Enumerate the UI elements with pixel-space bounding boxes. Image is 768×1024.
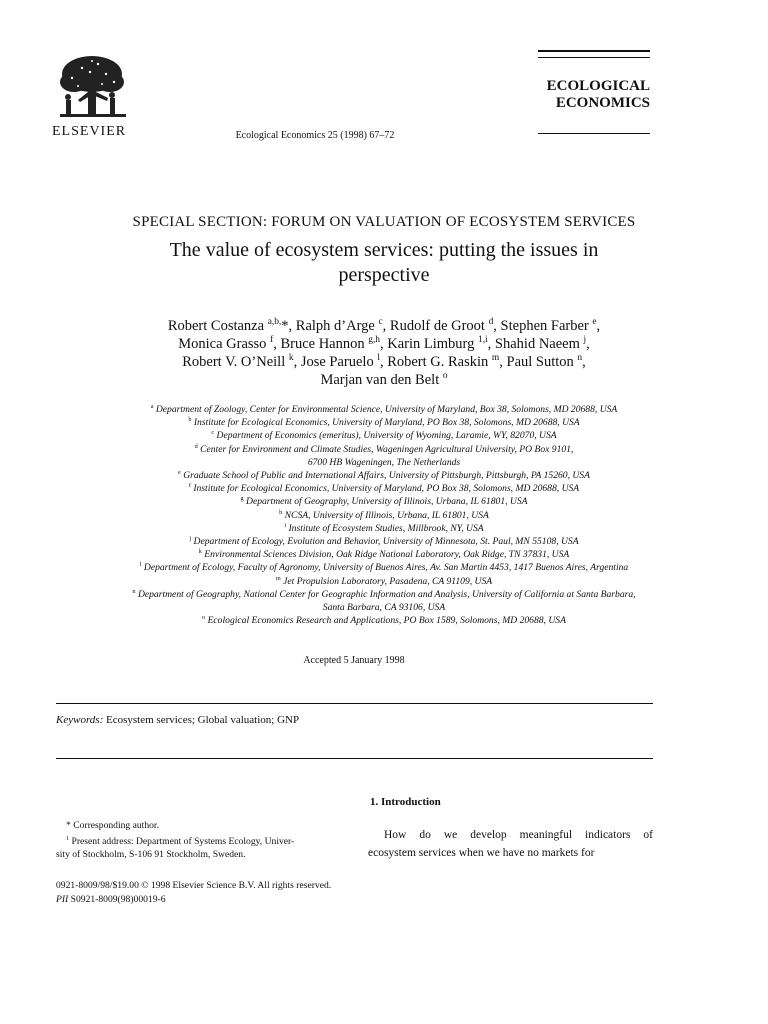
affiliation-mark: n	[132, 587, 136, 595]
author-name: Marjan van den Belt	[320, 372, 443, 388]
affiliation-text: Department of Ecology, Faculty of Agronomy, University of Buenos Aires, Av. San Martin 4453, 1417 Buenos Aires, Argentina	[143, 562, 629, 574]
affiliation-mark: l	[139, 561, 142, 569]
journal-masthead	[538, 50, 650, 134]
masthead-rule	[538, 57, 650, 58]
keywords	[56, 714, 299, 726]
title-line: The value of ecosystem services: putting the issues in	[169, 239, 599, 261]
affiliation	[30, 509, 738, 522]
affiliation	[30, 403, 738, 416]
affiliation	[30, 575, 738, 588]
affiliation-mark: f	[270, 335, 274, 346]
footnote-text: sity of Stockholm, S-106 91 Stockholm, Sweden.	[56, 849, 246, 861]
affiliation	[30, 416, 738, 429]
affiliation-text: Institute for Ecological Economics, University of Maryland, PO Box 38, Solomons, MD 20688, USA	[193, 417, 580, 429]
masthead-rule	[538, 50, 650, 52]
affiliation-text: Center for Environment and Climate Studies, Wageningen Agricultural University, PO Box 9101,	[200, 443, 574, 455]
divider	[56, 703, 653, 704]
journal-citation: Ecological Economics 25 (1998) 67–72	[235, 130, 395, 141]
affiliation-mark: e	[592, 317, 597, 328]
affiliation-mark: 1,i	[478, 335, 488, 346]
affiliation	[30, 429, 738, 442]
affiliation-mark: d	[194, 442, 198, 450]
affiliation-mark: m	[491, 353, 500, 364]
section-heading: SPECIAL SECTION: FORUM ON VALUATION OF ECOSYSTEM SERVICES	[132, 214, 636, 230]
affiliation-text: Department of Economics (emeritus), University of Wyoming, Laramie, WY, 82070, USA	[216, 430, 557, 442]
affiliation-mark: d	[488, 317, 494, 328]
author-line: Monica Grasso $^f$, Bruce Hannon $^{g,h}$, Karin Limburg $^{1,i}$, Shahid Naeem $^j$,	[178, 335, 590, 352]
footnote-corresponding: * Corresponding author.	[66, 820, 159, 831]
affiliation	[30, 588, 738, 601]
author-name: Rudolf de Groot	[389, 318, 489, 334]
affiliation	[30, 535, 738, 548]
journal-name-line: ECONOMICS	[555, 95, 650, 111]
affiliation-text: Department of Zoology, Center for Environmental Science, University of Maryland, Box 38, Solomons, MD 20688, USA	[155, 404, 618, 415]
author-line: Robert Costanza $^{a,b,}$*, Ralph d’Arge $^c$, Rudolf de Groot $^d$, Stephen Farber $^e$,	[167, 317, 601, 334]
affiliation-text: Institute for Ecological Economics, University of Maryland, PO Box 38, Solomons, MD 20688, USA	[193, 483, 580, 495]
affiliation-mark: j	[583, 335, 587, 346]
affiliation-mark: g,h	[368, 335, 380, 346]
affiliation-text: Department of Ecology, Evolution and Behavior, University of Minnesota, St. Paul, MN 55108, USA	[193, 536, 579, 548]
affiliation-text: Environmental Sciences Division, Oak Ridge National Laboratory, Oak Ridge, TN 37831, USA	[204, 549, 570, 561]
author-name: Paul Sutton	[506, 354, 578, 370]
author-line	[60, 371, 708, 389]
author-name: Robert G. Raskin	[387, 354, 492, 370]
body-paragraph	[368, 826, 653, 862]
copyright-block	[56, 879, 331, 907]
copyright-line: 0921-8009/98/$19.00 © 1998 Elsevier Science B.V. All rights reserved.	[56, 880, 332, 891]
affiliation-text: Jet Propulsion Laboratory, Pasadena, CA 91109, USA	[283, 575, 493, 587]
publisher-name: ELSEVIER	[52, 124, 127, 139]
footnotes	[56, 819, 338, 861]
masthead-rule	[538, 133, 650, 134]
affiliation-mark: o	[202, 614, 206, 622]
affiliation-mark: o	[442, 371, 448, 382]
affiliation-mark: b	[188, 416, 192, 424]
footnote-text: Present address: Department of Systems Ecology, Univer-	[69, 836, 295, 848]
affiliation	[30, 614, 738, 627]
author-name: Jose Paruelo	[300, 354, 378, 370]
affiliation-text: Ecological Economics Research and Applications, PO Box 1589, Solomons, MD 20688, USA	[207, 615, 566, 627]
affiliation-text: Department of Geography, University of Illinois, Urbana, IL 61801, USA	[246, 496, 528, 508]
journal-name	[538, 78, 650, 112]
affiliation-text: 6700 HB Wageningen, The Netherlands	[307, 456, 461, 468]
author-name: Ralph d’Arge	[295, 318, 379, 334]
affiliation-mark: n	[577, 353, 583, 364]
divider	[56, 758, 653, 759]
footnote-present-address	[56, 832, 338, 848]
keywords-label: Keywords:	[56, 714, 104, 726]
author-name: Monica Grasso	[178, 336, 271, 352]
affiliation-mark: l	[377, 353, 380, 364]
affiliation-mark: c	[378, 317, 383, 328]
affiliation	[30, 482, 738, 495]
affiliation-mark: c	[211, 429, 215, 437]
affiliation-text: NCSA, University of Illinois, Urbana, IL 61801, USA	[284, 509, 489, 521]
affiliation	[30, 522, 738, 535]
affiliation	[30, 561, 738, 574]
pii-value: S0921-8009(98)00019-6	[68, 894, 166, 905]
accepted-date: Accepted 5 January 1998	[303, 655, 405, 666]
affiliation-mark: i	[284, 521, 287, 529]
affiliation-mark: j	[189, 534, 192, 542]
affiliation	[30, 548, 738, 561]
author-name: Stephen Farber	[500, 318, 593, 334]
author-name: Karin Limburg	[387, 336, 478, 352]
pii-label: PII	[56, 894, 69, 905]
affiliation-mark: g	[240, 495, 244, 503]
author-list	[60, 317, 708, 389]
keywords-text: Ecosystem services; Global valuation; GNP	[103, 714, 300, 726]
title-line: perspective	[338, 264, 430, 286]
elsevier-tree-logo	[52, 52, 134, 122]
affiliation	[30, 469, 738, 482]
footnote-mark: 1	[66, 835, 70, 842]
affiliation-text: Department of Geography, National Center for Geographic Information and Analysis, University of California at Santa Barbara,	[137, 588, 636, 600]
journal-name-line: ECOLOGICAL	[546, 78, 650, 94]
affiliation	[30, 443, 738, 456]
author-name: Robert Costanza	[167, 318, 268, 334]
affiliation-mark: k	[198, 548, 202, 556]
author-name: Robert V. O’Neill	[182, 354, 289, 370]
author-name: Bruce Hannon	[280, 336, 369, 352]
affiliation-text: Institute of Ecosystem Studies, Millbrook, NY, USA	[288, 522, 484, 534]
section-heading-introduction: 1. Introduction	[370, 796, 441, 808]
article-title	[0, 238, 768, 288]
author-name: Shahid Naeem	[494, 336, 584, 352]
affiliation	[30, 495, 738, 508]
body-line: How do we develop meaningful indicators of	[384, 829, 653, 841]
affiliation-mark: k	[288, 353, 294, 364]
affiliation	[30, 456, 738, 469]
affiliation-text: Graduate School of Public and International Affairs, University of Pittsburgh, Pittsburgh, PA 15260, USA	[183, 470, 590, 482]
affiliation-list	[30, 403, 738, 627]
affiliation-mark: m	[275, 574, 281, 582]
affiliation-mark: f	[188, 482, 191, 490]
body-line: ecosystem services when we have no markets for	[368, 847, 595, 859]
affiliation-mark: h	[279, 508, 283, 516]
affiliation-mark: a	[150, 402, 154, 410]
affiliation-text: Santa Barbara, CA 93106, USA	[322, 602, 446, 614]
affiliation-mark: e	[178, 468, 181, 476]
author-line: Robert V. O’Neill $^k$, Jose Paruelo $^l$, Robert G. Raskin $^m$, Paul Sutton $^n$,	[182, 353, 586, 370]
affiliation-mark: a,b,	[267, 317, 282, 328]
affiliation	[30, 601, 738, 614]
